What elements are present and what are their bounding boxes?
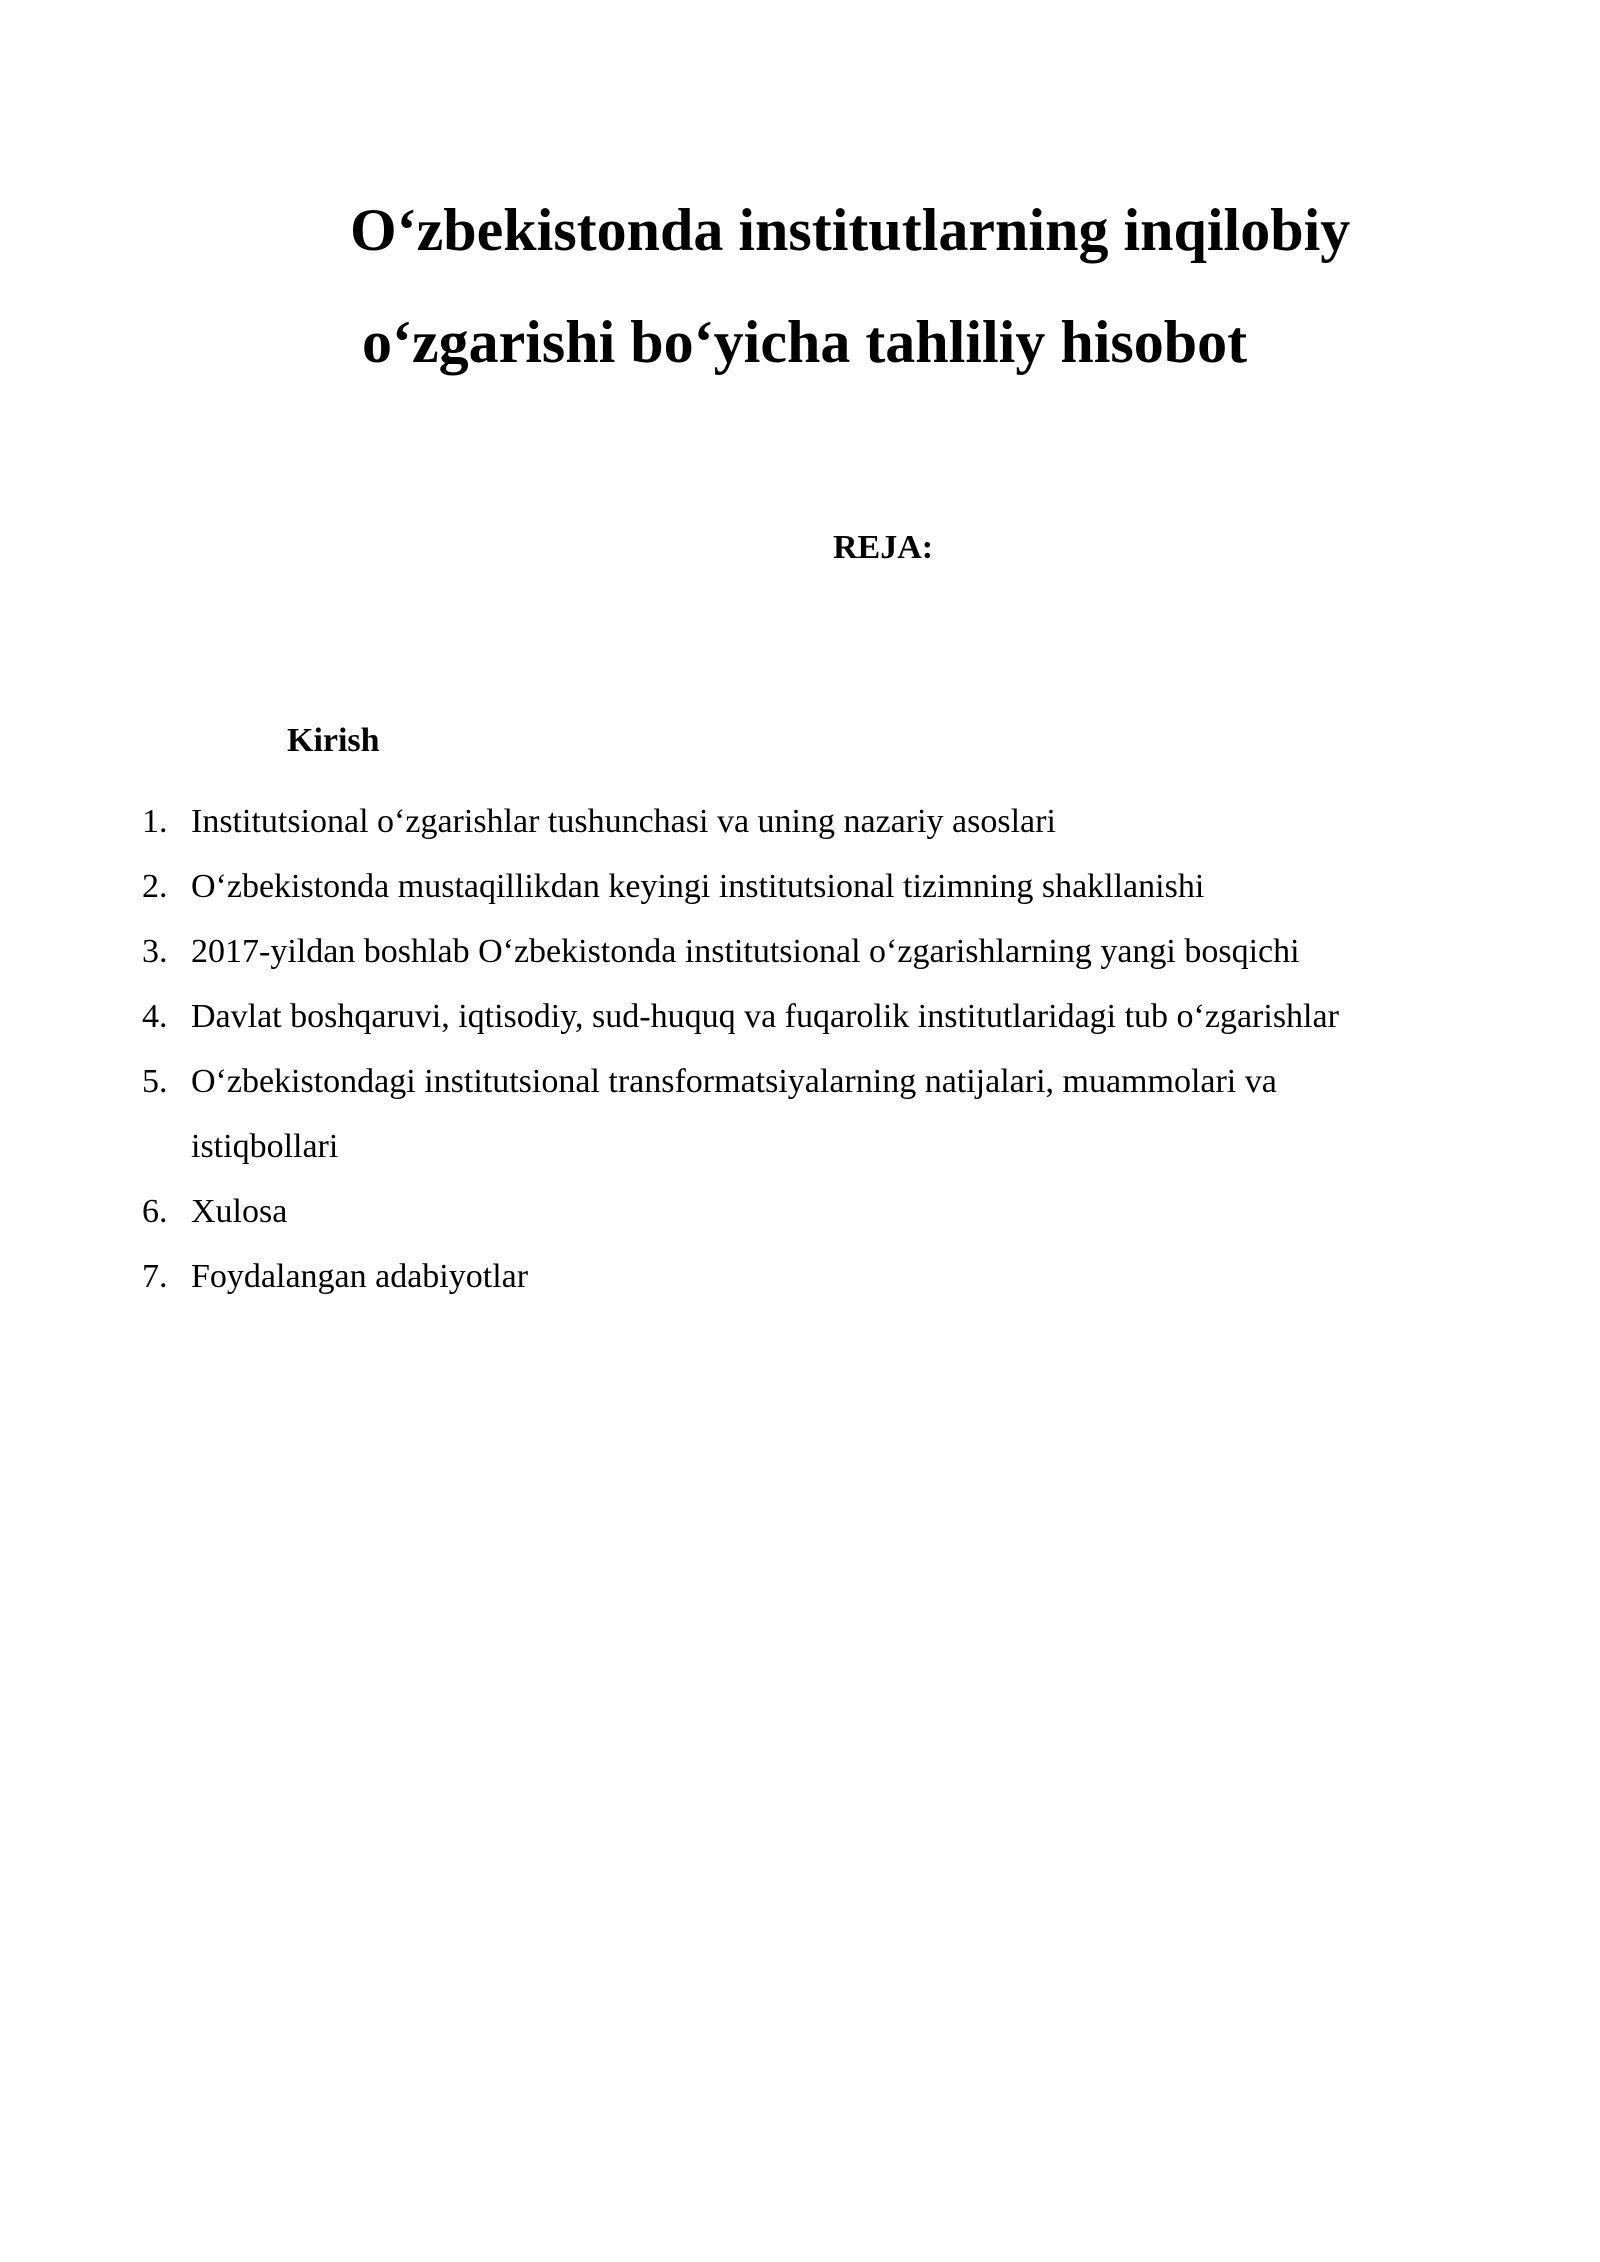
plan-item-text: Foydalangan adabiyotlar xyxy=(191,1258,529,1295)
plan-item-number: 4. xyxy=(142,998,168,1035)
plan-item-text: Institutsional o‘zgarishlar tushunchasi va uning nazariy asoslari xyxy=(191,803,1056,840)
plan-item-text: O‘zbekistondagi institutsional transformatsiyalarning natijalari, muammolari va xyxy=(191,1063,1277,1100)
plan-item-number: 2. xyxy=(142,868,168,905)
plan-item xyxy=(0,854,1511,919)
plan-list xyxy=(0,789,1600,1309)
document-title-line-2: o‘zgarishi bo‘yicha tahliliy hisobot xyxy=(362,309,1248,375)
plan-item-text: O‘zbekistonda mustaqillikdan keyingi institutsional tizimning shakllanishi xyxy=(191,868,1205,905)
plan-item xyxy=(0,919,1511,984)
plan-item-text: Xulosa xyxy=(191,1193,288,1230)
plan-item xyxy=(0,789,1511,854)
plan-item xyxy=(0,984,1511,1049)
document-title-line-1: O‘zbekistonda institutlarning inqilobiy xyxy=(350,197,1351,263)
plan-item-number: 7. xyxy=(142,1258,168,1295)
plan-item xyxy=(0,1049,1511,1114)
plan-item-number: 6. xyxy=(142,1193,168,1230)
plan-item-number: 3. xyxy=(142,933,168,970)
plan-item xyxy=(0,1179,1511,1244)
plan-item-number: 1. xyxy=(142,803,168,840)
plan-item xyxy=(0,1244,1511,1309)
plan-item-text-continuation: istiqbollari xyxy=(191,1128,339,1165)
plan-heading: REJA: xyxy=(833,529,934,566)
plan-item-text: 2017-yildan boshlab O‘zbekistonda institutsional o‘zgarishlarning yangi bosqichi xyxy=(191,933,1300,970)
plan-item-continuation xyxy=(0,1114,1511,1179)
plan-item-text: Davlat boshqaruvi, iqtisodiy, sud-huquq va fuqarolik institutlaridagi tub o‘zgarishlar xyxy=(191,998,1339,1035)
plan-item-number: 5. xyxy=(142,1063,168,1100)
plan-intro: Kirish xyxy=(287,722,380,759)
